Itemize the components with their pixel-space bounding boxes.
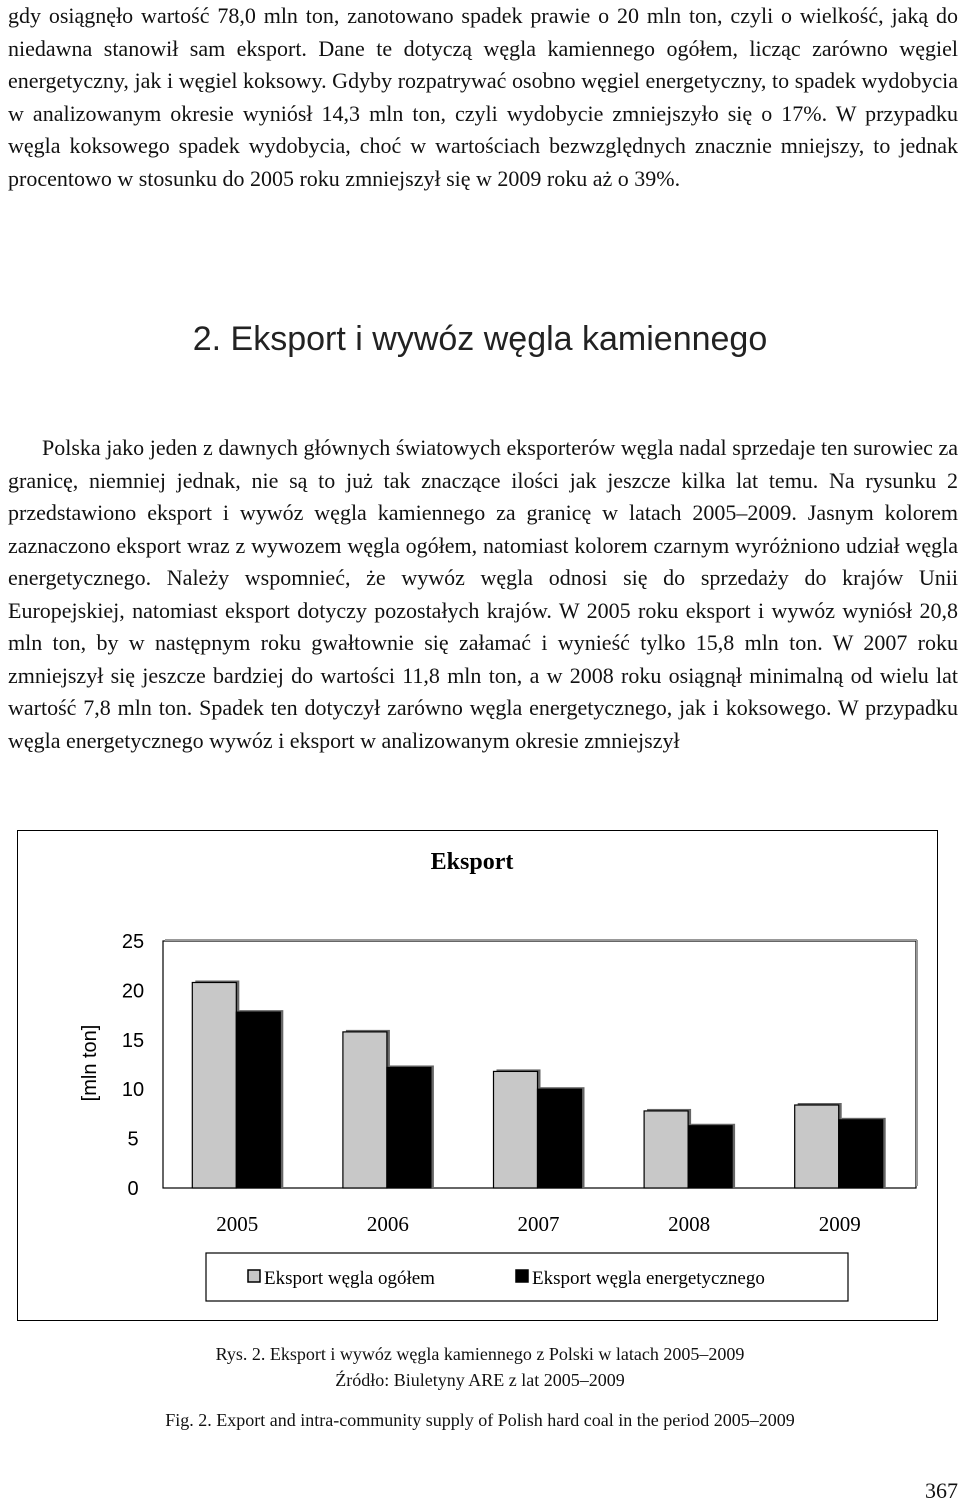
bar-total-2009 bbox=[795, 1105, 839, 1188]
legend-swatch bbox=[516, 1270, 528, 1282]
x-tick-label: 2005 bbox=[216, 1212, 259, 1236]
export-bar-chart bbox=[18, 831, 936, 1319]
y-tick-label: 5 bbox=[127, 1128, 139, 1151]
y-tick-label: 0 bbox=[127, 1178, 139, 1200]
bar-total-2008 bbox=[644, 1111, 688, 1188]
y-tick-label: 25 bbox=[121, 931, 145, 953]
x-tick-label: 2008 bbox=[668, 1212, 711, 1236]
chart-legend bbox=[206, 1253, 848, 1301]
body-paragraph-1: gdy osiągnęło wartość 78,0 mln ton, zanotowano spadek prawie o 20 mln ton, czyli o wielkość, jaką do niedawna stanowił sam eksport. Dane te dotyczą węgla kamiennego ogółem, licząc zarówno węgiel energetyczny, jak i węgiel koksowy. Gdyby rozpatrywać osobno węgiel energetyczny, to spadek wydobycia w analizowanym okresie wyniósł 14,3 mln ton, czyli wydobycie zmniejszyło się o 17%. W przypadku węgla koksowego spadek wydobycia, choć w wartościach bezwzględnych znacznie mniejszy, to jednak procentowo w stosunku do 2005 roku zmniejszył się w 2009 roku aż o 39%. bbox=[8, 3, 958, 191]
plot-area bbox=[122, 931, 917, 1236]
figure-source: Źródło: Biuletyny ARE z lat 2005–2009 bbox=[335, 1370, 625, 1390]
x-tick-label: 2007 bbox=[517, 1212, 560, 1236]
body-paragraph-2: Polska jako jeden z dawnych głównych światowych eksporterów węgla nadal sprzedaje ten surowiec za granicę, niemniej jednak, nie są to już tak znaczące ilości jak jeszcze kilka lat temu. Na rysunku 2 przedstawiono eksport i wywóz węgla kamiennego za granicę w latach 2005–2009. Jasnym kolorem zaznaczono eksport wraz z wywozem węgla ogółem, natomiast kolorem czarnym wyróżniono udział węgla energetycznego. Należy wspomnieć, że wywóz węgla odnosi się do sprzedaży do krajów Unii Europejskiej, natomiast eksport dotyczy pozostałych krajów. W 2005 roku eksport i wywóz wyniósł 20,8 mln ton, by w następnym roku gwałtownie się załamać i wynieść tylko 15,8 mln ton. W 2007 roku zmniejszył się jeszcze bardziej do wartości 11,8 mln ton, a w 2008 roku osiągnął minimalną od wielu lat wartość 7,8 mln ton. Spadek ten dotyczył zarówno węgla energetycznego, jak i koksowego. W przypadku węgla energetycznego wywóz i eksport w analizowanym okresie zmniejszył bbox=[8, 435, 958, 753]
figure-caption-english: Fig. 2. Export and intra-community supply of Polish hard coal in the period 2005–2009 bbox=[165, 1410, 795, 1430]
bar-total-2007 bbox=[494, 1071, 538, 1188]
y-tick-label: 20 bbox=[121, 980, 145, 1003]
y-tick-label: 10 bbox=[121, 1079, 145, 1102]
legend-swatch bbox=[248, 1270, 260, 1282]
legend-label: Eksport węgla energetycznego bbox=[532, 1268, 765, 1289]
chart-frame bbox=[17, 830, 938, 1321]
bar-energy-2007 bbox=[538, 1089, 582, 1188]
bar-energy-2005 bbox=[236, 1012, 280, 1188]
bar-energy-2006 bbox=[387, 1067, 431, 1188]
bar-total-2005 bbox=[192, 982, 236, 1188]
bar-energy-2009 bbox=[839, 1120, 883, 1188]
bar-energy-2008 bbox=[688, 1126, 732, 1188]
y-tick-label: 15 bbox=[121, 1029, 145, 1052]
figure-caption: Rys. 2. Eksport i wywóz węgla kamiennego z Polski w latach 2005–2009 bbox=[215, 1344, 745, 1364]
x-tick-label: 2006 bbox=[366, 1212, 409, 1236]
page-number: 367 bbox=[925, 1478, 958, 1503]
section-heading: 2. Eksport i wywóz węgla kamiennego bbox=[192, 320, 768, 358]
bar-total-2006 bbox=[343, 1032, 387, 1188]
legend-label: Eksport węgla ogółem bbox=[264, 1268, 435, 1289]
x-tick-label: 2009 bbox=[818, 1212, 861, 1236]
chart-title: Eksport bbox=[430, 849, 514, 875]
y-axis-label: [mln ton] bbox=[79, 1024, 101, 1102]
